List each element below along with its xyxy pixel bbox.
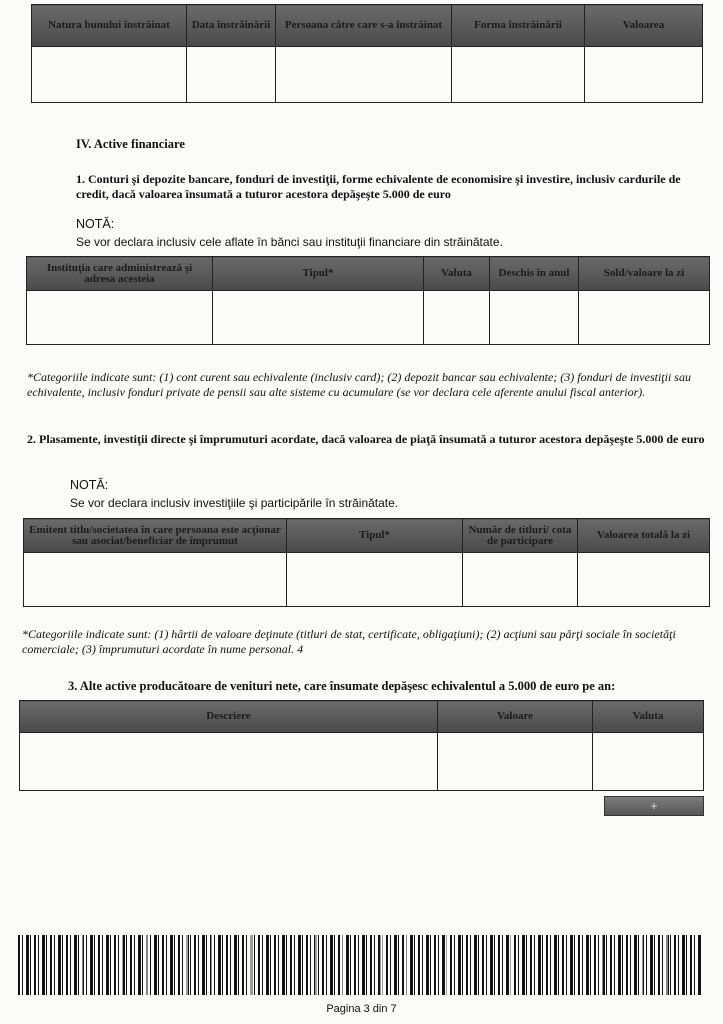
table-cell[interactable]: [424, 291, 490, 345]
footnote-1: *Categoriile indicate sunt: (1) cont curent sau echivalente (inclusiv card); (2) depozit bancar sau echivalente; (3) fonduri de investiţii sau echivalente, inclusiv fonduri private de pensii sau alte sisteme cu acumulare (se vor declara cele aferente anului fiscal anterior).: [27, 370, 691, 399]
column-header: Descriere: [20, 701, 438, 733]
column-header: Tipul*: [287, 519, 463, 553]
table-cell[interactable]: [276, 47, 452, 103]
table-cell[interactable]: [452, 47, 585, 103]
table-cell[interactable]: [32, 47, 187, 103]
table-cell[interactable]: [187, 47, 276, 103]
table-cell[interactable]: [579, 291, 710, 345]
page-number: Pagina 3 din 7: [326, 1003, 397, 1015]
column-header: Sold/valoare la zi: [579, 257, 710, 291]
column-header: Valuta: [593, 701, 704, 733]
table-cell[interactable]: [490, 291, 579, 345]
table-cell[interactable]: [27, 291, 213, 345]
table-cell[interactable]: [287, 553, 463, 607]
table-cell[interactable]: [585, 47, 703, 103]
nota-label: NOTĂ:: [70, 478, 109, 492]
table-cell[interactable]: [213, 291, 424, 345]
column-header: Valoarea totală la zi: [578, 519, 710, 553]
column-header: Valuta: [424, 257, 490, 291]
nota-text: Se vor declara inclusiv investiţiile şi participările în străinătate.: [70, 496, 399, 510]
column-header: Natura bunului înstrăinat: [32, 5, 187, 47]
column-header: Instituţia care administrează şi adresa acesteia: [27, 257, 213, 291]
table-cell[interactable]: [593, 733, 704, 791]
column-header: Număr de titluri/ cota de participare: [463, 519, 578, 553]
table-cell[interactable]: [24, 553, 287, 607]
other-assets-table: [19, 700, 704, 791]
table-cell[interactable]: [463, 553, 578, 607]
column-header: Forma înstrăinării: [452, 5, 585, 47]
column-header: Valoarea: [585, 5, 703, 47]
footnote-2: *Categoriile indicate sunt: (1) hârtii de valoare deţinute (titluri de stat, certificate, obligaţiuni); (2) acţiuni sau părţi sociale în societăţi comerciale; (3) împrumuturi acordate în nume personal. 4: [22, 627, 676, 656]
section-title: IV. Active financiare: [76, 137, 185, 151]
column-header: Data înstrăinării: [187, 5, 276, 47]
subsection-2-heading: 2. Plasamente, investiţii directe şi împrumuturi acordate, dacă valoarea de piaţă însumată a tuturor acestora depăşeşte 5.000 de euro: [27, 432, 705, 446]
barcode-image: [18, 935, 702, 995]
column-header: Valoare: [438, 701, 593, 733]
table-cell[interactable]: [578, 553, 710, 607]
column-header: Deschis în anul: [490, 257, 579, 291]
add-row-button[interactable]: +: [604, 796, 704, 816]
bank-accounts-table: [26, 256, 710, 345]
subsection-3-heading: 3. Alte active producătoare de venituri nete, care însumate depăşesc echivalentul a 5.000 de euro pe an:: [68, 679, 616, 693]
column-header: Tipul*: [213, 257, 424, 291]
investments-table: [23, 518, 710, 607]
table-cell[interactable]: [438, 733, 593, 791]
alienated-assets-table: [31, 4, 703, 103]
nota-label: NOTĂ:: [76, 217, 115, 231]
nota-text: Se vor declara inclusiv cele aflate în bănci sau instituţii financiare din străinătate.: [76, 235, 503, 249]
column-header: Persoana către care s-a înstrăinat: [276, 5, 452, 47]
subsection-1-heading: 1. Conturi şi depozite bancare, fonduri de investiţii, forme echivalente de economisire şi investire, inclusiv cardurile de credit, dacă valoarea însumată a tuturor acestora depăşeşte 5.000 de euro: [76, 172, 681, 201]
table-cell[interactable]: [20, 733, 438, 791]
column-header: Emitent titlu/societatea în care persoana este acţionar sau asociat/beneficiar de împrumut: [24, 519, 287, 553]
